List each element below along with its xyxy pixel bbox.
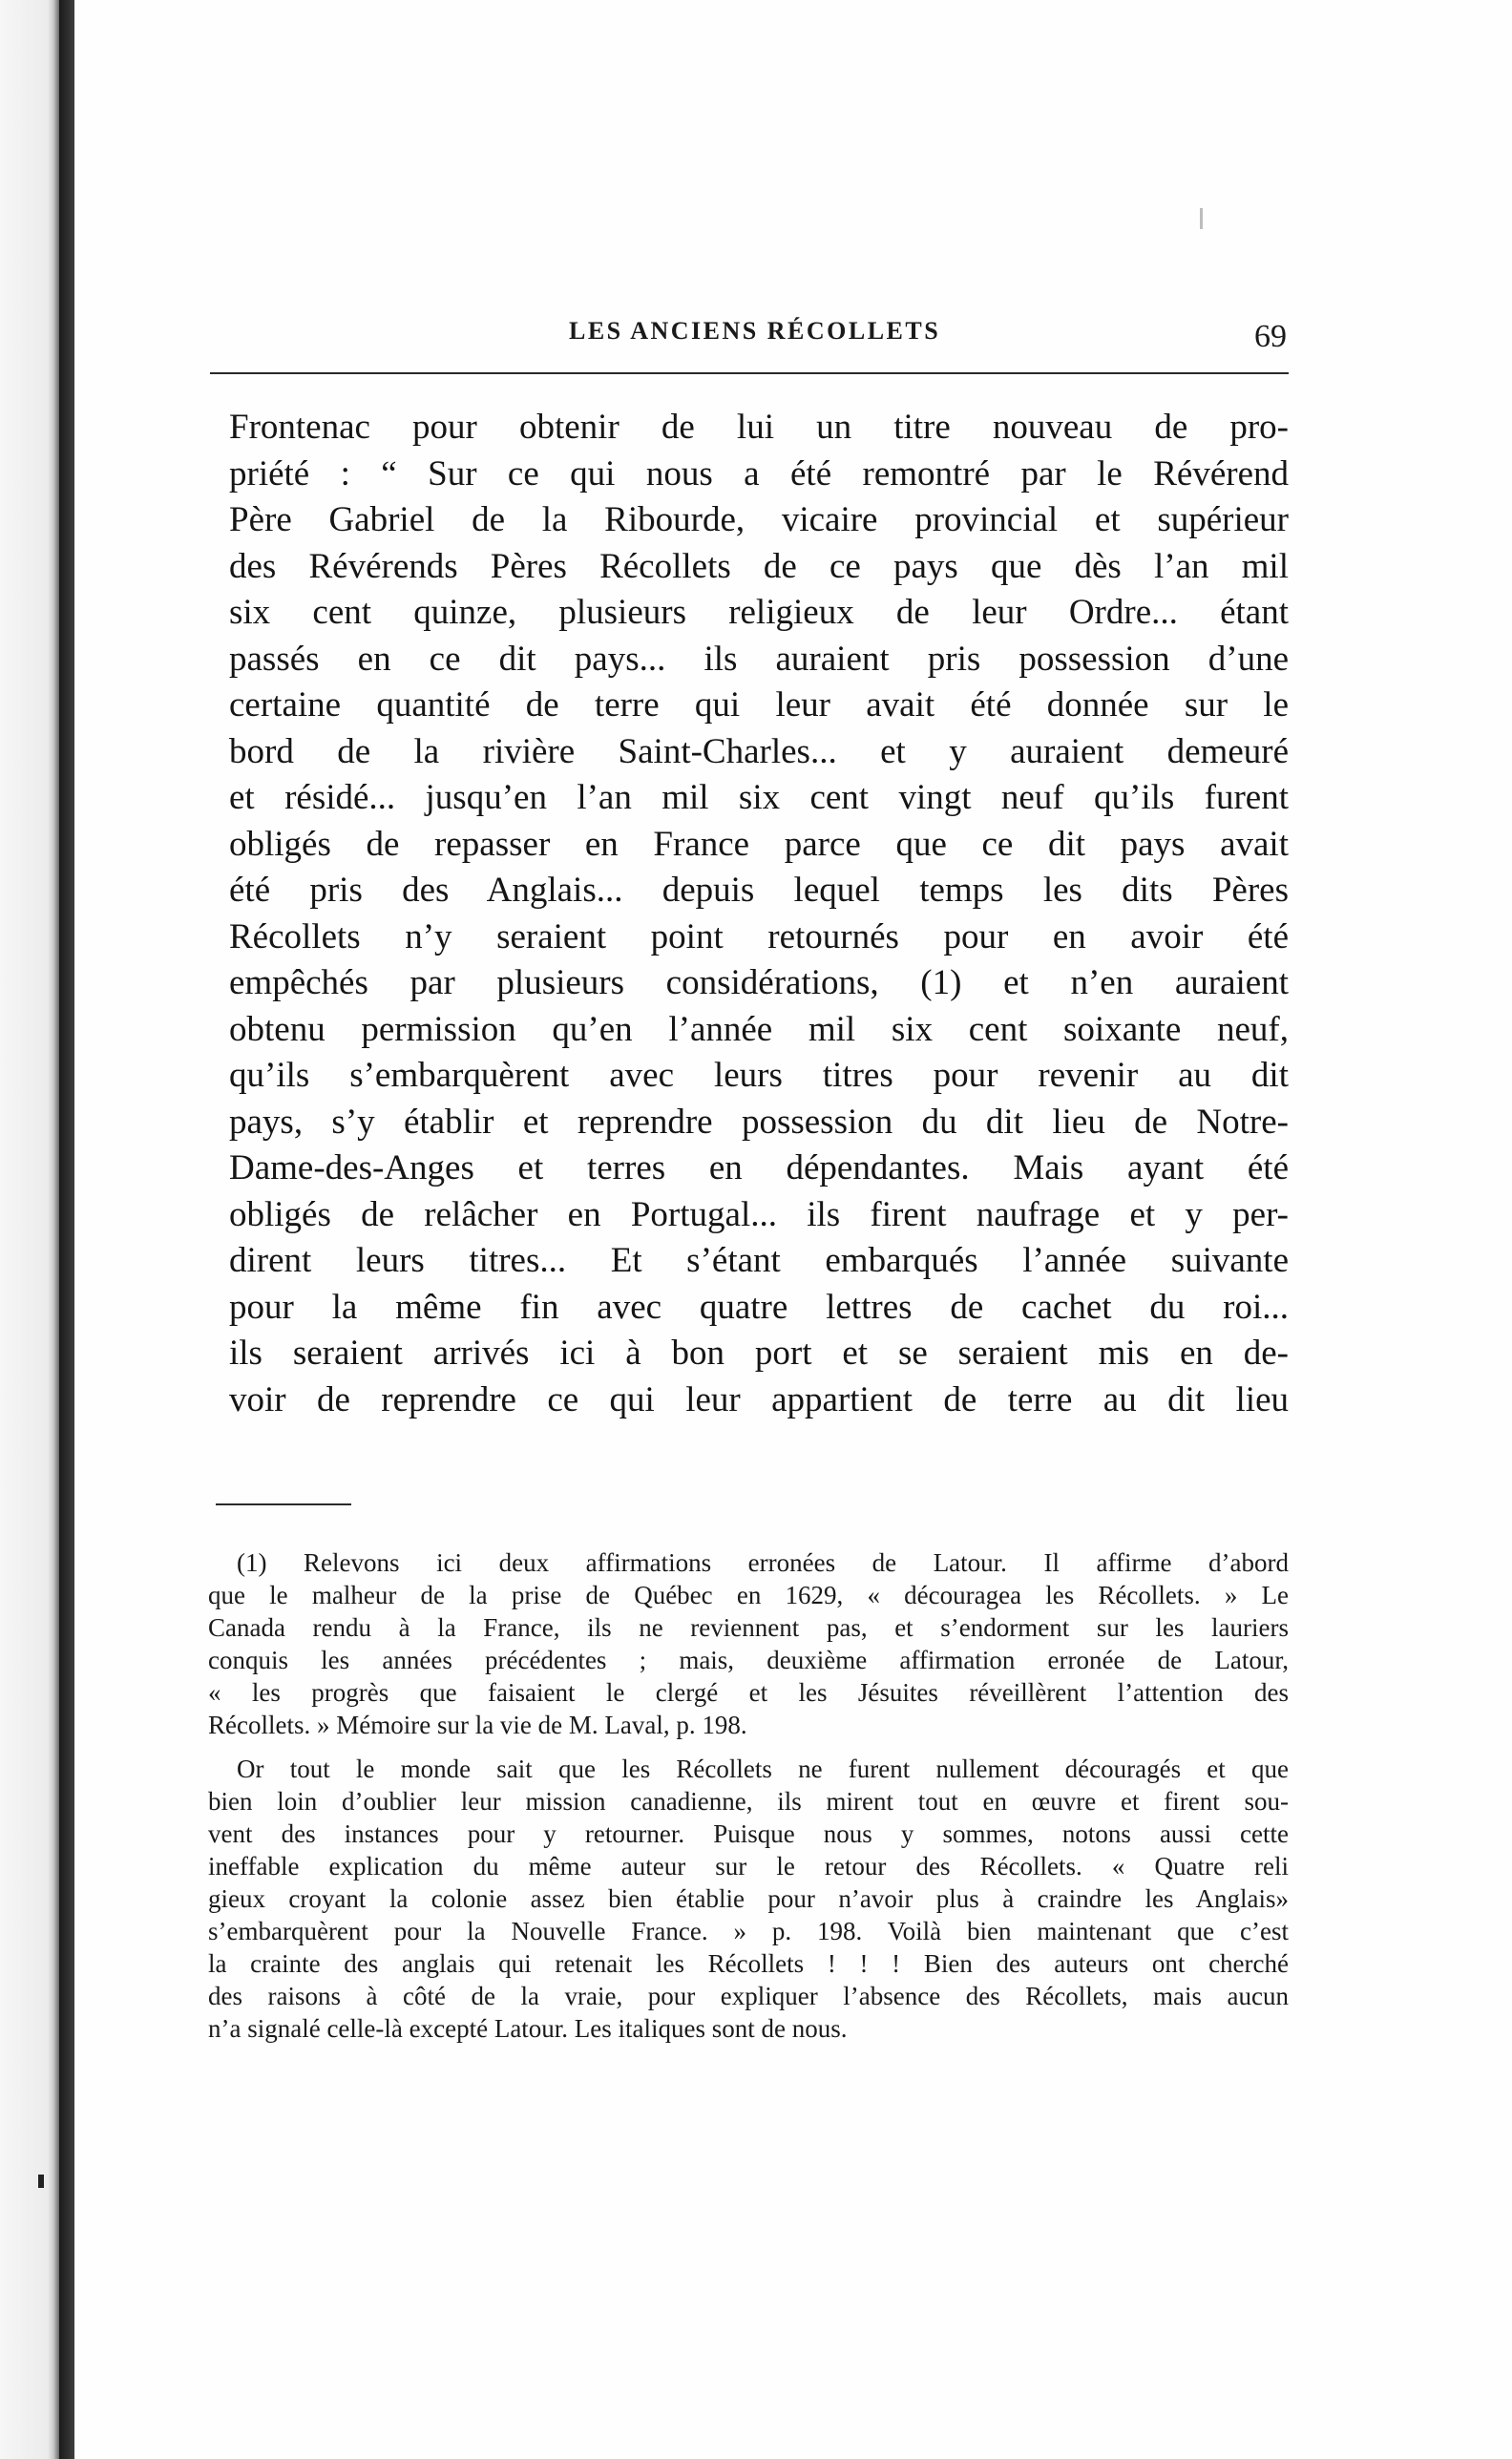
- footnote-line: conquis les années précédentes ; mais, deuxième affirmation erronée de Latour,: [208, 1646, 1289, 1674]
- text-line: qu’ils s’embarquèrent avec leurs titres pour revenir au dit: [229, 1056, 1289, 1095]
- text-line: des Révérends Pères Récollets de ce pays que dès l’an mil: [229, 546, 1289, 586]
- text-line: dirent leurs titres... Et s’étant embarqués l’année suivante: [229, 1241, 1289, 1280]
- footnote-1: [208, 1546, 1289, 1741]
- scan-speck: [38, 2175, 44, 2188]
- text-line: ils seraient arrivés ici à bon port et se seraient mis en de-: [229, 1334, 1289, 1373]
- footnote-line: la crainte des anglais qui retenait les Récollets ! ! ! Bien des auteurs ont cherché: [208, 1949, 1289, 1978]
- footnote-line: ineffable explication du même auteur sur le retour des Récollets. « Quatre reli: [208, 1852, 1289, 1881]
- text-line: bord de la rivière Saint-Charles... et y auraient demeuré: [229, 731, 1289, 771]
- text-line: passés en ce dit pays... ils auraient pris possession d’une: [229, 639, 1289, 679]
- scan-speck: [1200, 208, 1203, 229]
- header-rule: [210, 372, 1289, 374]
- text-line: Père Gabriel de la Ribourde, vicaire provincial et supérieur: [229, 500, 1289, 539]
- footnote-line: Or tout le monde sait que les Récollets ne furent nullement découragés et que: [237, 1755, 1289, 1783]
- footnote-line: Canada rendu à la France, ils ne reviennent pas, et s’endorment sur les lauriers: [208, 1613, 1289, 1642]
- footnote-line: bien loin d’oublier leur mission canadienne, ils mirent tout en œuvre et firent sou-: [208, 1787, 1289, 1816]
- text-line: priété : “ Sur ce qui nous a été remontré par le Révérend: [229, 453, 1289, 494]
- text-line: six cent quinze, plusieurs religieux de leur Ordre... étant: [229, 593, 1289, 632]
- footnote-line: que le malheur de la prise de Québec en 1629, « découragea les Récollets. » Le: [208, 1581, 1289, 1609]
- text-line: Dame-des-Anges et terres en dépendantes. Mais ayant été: [229, 1148, 1289, 1187]
- running-head: LES ANCIENS RÉCOLLETS: [569, 317, 941, 345]
- footnote-line: n’a signalé celle-là excepté Latour. Les italiques sont de nous.: [208, 2014, 848, 2043]
- text-line: Récollets n’y seraient point retournés pour en avoir été: [229, 916, 1289, 956]
- footnote-line: (1) Relevons ici deux affirmations erronées de Latour. Il affirme d’abord: [237, 1548, 1289, 1577]
- text-line: pays, s’y établir et reprendre possession du dit lieu de Notre-: [229, 1102, 1289, 1142]
- text-line: empêchés par plusieurs considérations, (1) et n’en auraient: [229, 963, 1289, 1002]
- text-line: certaine quantité de terre qui leur avait été donnée sur le: [229, 685, 1289, 725]
- page-number: 69: [1254, 319, 1287, 354]
- text-line: obtenu permission qu’en l’année mil six cent soixante neuf,: [229, 1009, 1289, 1049]
- footnotes: [208, 1546, 1289, 2045]
- text-line: obligés de relâcher en Portugal... ils firent naufrage et y per-: [229, 1194, 1289, 1234]
- text-line: et résidé... jusqu’en l’an mil six cent vingt neuf qu’ils furent: [229, 778, 1289, 817]
- footnote-line: vent des instances pour y retourner. Puisque nous y sommes, notons aussi cette: [208, 1819, 1289, 1848]
- text-line: obligés de repasser en France parce que ce dit pays avait: [229, 824, 1289, 864]
- main-text: [229, 405, 1289, 1423]
- text-line: été pris des Anglais... depuis lequel temps les dits Pères: [229, 871, 1289, 910]
- book-gutter-shadow: [59, 0, 74, 2459]
- footnote-line: des raisons à côté de la vraie, pour expliquer l’absence des Récollets, mais aucun: [208, 1982, 1289, 2010]
- footnote-line: « les progrès que faisaient le clergé et les Jésuites réveillèrent l’attention des: [208, 1678, 1289, 1707]
- footnote-line: gieux croyant la colonie assez bien établie pour n’avoir plus à craindre les Anglais»: [208, 1884, 1289, 1913]
- text-line: pour la même fin avec quatre lettres de cachet du roi...: [229, 1287, 1289, 1327]
- text-line: Frontenac pour obtenir de lui un titre nouveau de pro-: [229, 408, 1289, 447]
- previous-page-edge: [0, 0, 59, 2459]
- footnote-line: s’embarquèrent pour la Nouvelle France. » p. 198. Voilà bien maintenant que c’est: [208, 1917, 1289, 1945]
- page-header: [210, 307, 1287, 365]
- footnote-separator: [216, 1503, 351, 1505]
- footnote-line: Récollets. » Mémoire sur la vie de M. Laval, p. 198.: [208, 1711, 747, 1739]
- footnote-spacer: [208, 1741, 1289, 1753]
- footnote-1-continuation: [208, 1753, 1289, 2045]
- text-line: voir de reprendre ce qui leur appartient de terre au dit lieu: [229, 1379, 1289, 1419]
